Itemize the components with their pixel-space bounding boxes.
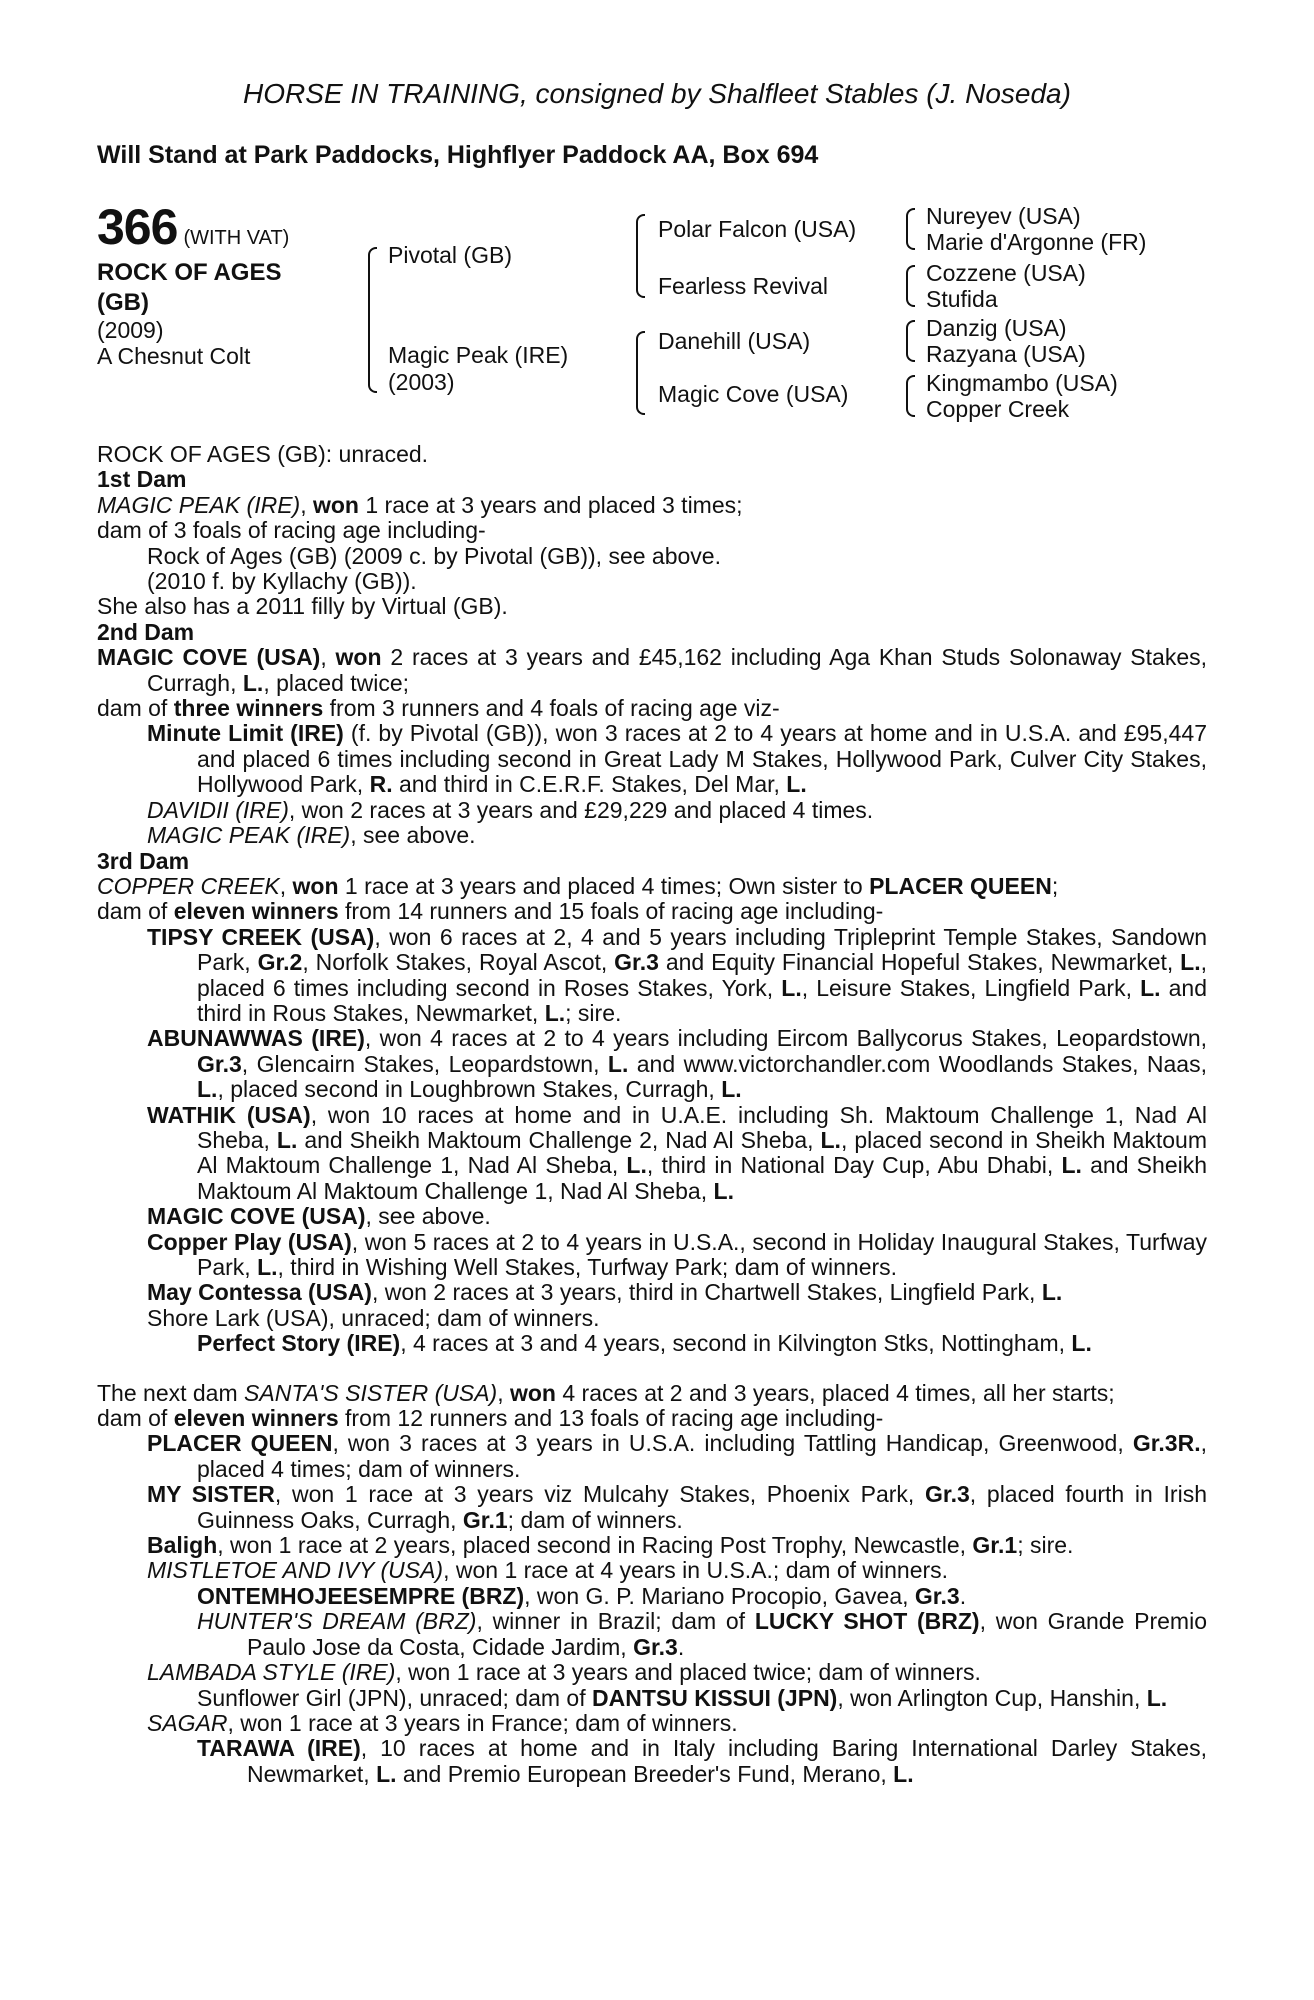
- pedigree-brace-sire: [636, 214, 645, 298]
- dam3-produce-copper-play: Copper Play (USA), won 5 races at 2 to 4 years in U.S.A., second in Holiday Inaugural Stakes, Turfway Park, L., third in Wishing Well Stakes, Turfway Park; dam of winners.: [147, 1228, 1207, 1280]
- dam1-produce-1: Rock of Ages (GB) (2009 c. by Pivotal (GB)), see above.: [147, 542, 721, 569]
- next-dam-hunters-dream: HUNTER'S DREAM (BRZ), winner in Brazil; dam of LUCKY SHOT (BRZ), won Grande Premio Paulo Jose da Costa, Cidade Jardim, Gr.3.: [197, 1608, 1207, 1660]
- pedigree-dam-dam: Magic Cove (USA): [658, 381, 849, 407]
- dam3-winners: dam of eleven winners from 14 runners and 15 foals of racing age including-: [97, 898, 884, 925]
- next-dam-ontemhojeesempre: ONTEMHOJEESEMPRE (BRZ), won G. P. Mariano Procopio, Gavea, Gr.3.: [197, 1582, 967, 1609]
- pedigree-gen3-3: Cozzene (USA): [926, 260, 1086, 286]
- pedigree-brace-g3: [906, 320, 915, 362]
- dam2-produce-minute-limit: Minute Limit (IRE) (f. by Pivotal (GB)), won 3 races at 2 to 4 years at home and in U.S.A. and £95,447 and placed 6 times including second in Great Lady M Stakes, Hollywood Park, Culver City Stakes, Hollywood Park, R. and third in C.E.R.F. Stakes, Del Mar, L.: [147, 720, 1207, 798]
- next-dam-line: The next dam SANTA'S SISTER (USA), won 4 races at 2 and 3 years, placed 4 times, all her starts;: [97, 1379, 1115, 1406]
- pedigree-dam-sire: Danehill (USA): [658, 328, 811, 354]
- next-dam-sagar: SAGAR, won 1 race at 3 years in France; dam of winners.: [147, 1709, 738, 1736]
- next-dam-sunflower-girl: Sunflower Girl (JPN), unraced; dam of DANTSU KISSUI (JPN), won Arlington Cup, Hanshin, L.: [197, 1684, 1168, 1711]
- stand-location: Will Stand at Park Paddocks, Highflyer Paddock AA, Box 694: [97, 141, 819, 169]
- horse-sex: A Chesnut Colt: [97, 343, 251, 369]
- horse-name: ROCK OF AGES (GB): [97, 259, 282, 316]
- lot-number-line: [97, 199, 290, 255]
- dam3-line: COPPER CREEK, won 1 race at 3 years and placed 4 times; Own sister to PLACER QUEEN;: [97, 872, 1059, 899]
- dam3-heading: 3rd Dam: [97, 847, 190, 874]
- next-dam-mistletoe: MISTLETOE AND IVY (USA), won 1 race at 4 years in U.S.A.; dam of winners.: [147, 1557, 949, 1584]
- pedigree-gen3-5: Danzig (USA): [926, 315, 1067, 341]
- pedigree-brace-parents: [368, 247, 377, 393]
- pedigree-gen3-1: Nureyev (USA): [926, 203, 1081, 229]
- vat-label: (WITH VAT): [183, 227, 290, 249]
- dam3-produce-may-contessa: May Contessa (USA), won 2 races at 3 years, third in Chartwell Stakes, Lingfield Park, L.: [147, 1279, 1063, 1306]
- pedigree-gen3-4: Stufida: [926, 286, 998, 312]
- next-dam-lambada-style: LAMBADA STYLE (IRE), won 1 race at 3 years and placed twice; dam of winners.: [147, 1659, 981, 1686]
- pedigree-gen3-8: Copper Creek: [926, 396, 1070, 422]
- dam2-winners: dam of three winners from 3 runners and 4 foals of racing age viz-: [97, 695, 780, 722]
- next-dam-winners: dam of eleven winners from 12 runners and 13 foals of racing age including-: [97, 1405, 884, 1432]
- pedigree-gen3-7: Kingmambo (USA): [926, 370, 1118, 396]
- dam2-produce-davidii: DAVIDII (IRE), won 2 races at 3 years and £29,229 and placed 4 times.: [147, 796, 874, 823]
- pedigree-brace-g2: [906, 265, 915, 307]
- pedigree-brace-g1: [906, 208, 915, 250]
- dam2-line: MAGIC COVE (USA), won 2 races at 3 years and £45,162 including Aga Khan Studs Solonaway Stakes, Curragh, L., placed twice;: [97, 644, 1208, 696]
- next-dam-my-sister: MY SISTER, won 1 race at 3 years viz Mulcahy Stakes, Phoenix Park, Gr.3, placed fourth in Irish Guinness Oaks, Curragh, Gr.1; dam of winners.: [147, 1481, 1207, 1533]
- dam3-produce-magic-cove: MAGIC COVE (USA), see above.: [147, 1203, 491, 1230]
- dam3-produce-perfect-story: Perfect Story (IRE), 4 races at 3 and 4 years, second in Kilvington Stks, Nottingham, L.: [197, 1330, 1092, 1357]
- dam3-produce-wathik: WATHIK (USA), won 10 races at home and in U.A.E. including Sh. Maktoum Challenge 1, Nad Al Sheba, L. and Sheikh Maktoum Challenge 2, Nad Al Sheba, L., placed second in Sheikh Maktoum Al Maktoum Challenge 1, Nad Al Sheba, L., third in National Day Cup, Abu Dhabi, L. and Sheikh Maktoum Al Maktoum Challenge 1, Nad Al Sheba, L.: [147, 1101, 1208, 1204]
- pedigree-sire-dam: Fearless Revival: [658, 273, 828, 299]
- dam1-produce-2: (2010 f. by Kyllachy (GB)).: [147, 568, 417, 595]
- pedigree-dam-year: (2003): [388, 369, 455, 395]
- horse-year: (2009): [97, 317, 164, 343]
- page-header: HORSE IN TRAINING, consigned by Shalfleet Stables (J. Noseda): [243, 78, 1071, 109]
- dam1-line: MAGIC PEAK (IRE), won 1 race at 3 years and placed 3 times;: [97, 491, 743, 518]
- dam1-filly: She also has a 2011 filly by Virtual (GB).: [97, 593, 508, 620]
- lot-number: 366: [97, 199, 178, 255]
- dam3-produce-tipsy-creek: TIPSY CREEK (USA), won 6 races at 2, 4 and 5 years including Tripleprint Temple Stakes, Sandown Park, Gr.2, Norfolk Stakes, Royal Ascot, Gr.3 and Equity Financial Hopeful Stakes, Newmarket, L., placed 6 times including second in Roses Stakes, York, L., Leisure Stakes, Lingfield Park, L. and third in Rous Stakes, Newmarket, L.; sire.: [147, 923, 1208, 1026]
- pedigree-brace-g4: [906, 375, 915, 417]
- next-dam-placer-queen: PLACER QUEEN, won 3 races at 3 years in U.S.A. including Tattling Handicap, Greenwood, Gr.3R., placed 4 times; dam of winners.: [147, 1430, 1207, 1482]
- next-dam-baligh: Baligh, won 1 race at 2 years, placed second in Racing Post Trophy, Newcastle, Gr.1; sire.: [147, 1532, 1074, 1559]
- pedigree-gen3-6: Razyana (USA): [926, 341, 1086, 367]
- pedigree-sire: Pivotal (GB): [388, 242, 512, 268]
- dam3-produce-shore-lark: Shore Lark (USA), unraced; dam of winners.: [147, 1304, 600, 1331]
- dam1-foals: dam of 3 foals of racing age including-: [97, 517, 486, 544]
- section-gap: [97, 1357, 1207, 1381]
- produce-record: [97, 442, 1207, 1787]
- pedigree-gen3-2: Marie d'Argonne (FR): [926, 229, 1147, 255]
- dam1-heading: 1st Dam: [97, 466, 187, 493]
- pedigree-brace-dam: [636, 331, 645, 415]
- dam3-produce-abunawwas: ABUNAWWAS (IRE), won 4 races at 2 to 4 years including Eircom Ballycorus Stakes, Leopardstown, Gr.3, Glencairn Stakes, Leopardstown, L. and www.victorchandler.com Woodlands Stakes, Naas, L., placed second in Loughbrown Stakes, Curragh, L.: [147, 1025, 1207, 1103]
- dam2-produce-magic-peak: MAGIC PEAK (IRE), see above.: [147, 822, 476, 849]
- dam2-heading: 2nd Dam: [97, 618, 195, 645]
- pedigree-dam: Magic Peak (IRE): [388, 342, 569, 368]
- pedigree-sire-sire: Polar Falcon (USA): [658, 216, 857, 242]
- unraced-line: ROCK OF AGES (GB): unraced.: [97, 441, 429, 467]
- next-dam-tarawa: TARAWA (IRE), 10 races at home and in Italy including Baring International Darley Stakes, Newmarket, L. and Premio European Breeder's Fund, Merano, L.: [197, 1735, 1207, 1787]
